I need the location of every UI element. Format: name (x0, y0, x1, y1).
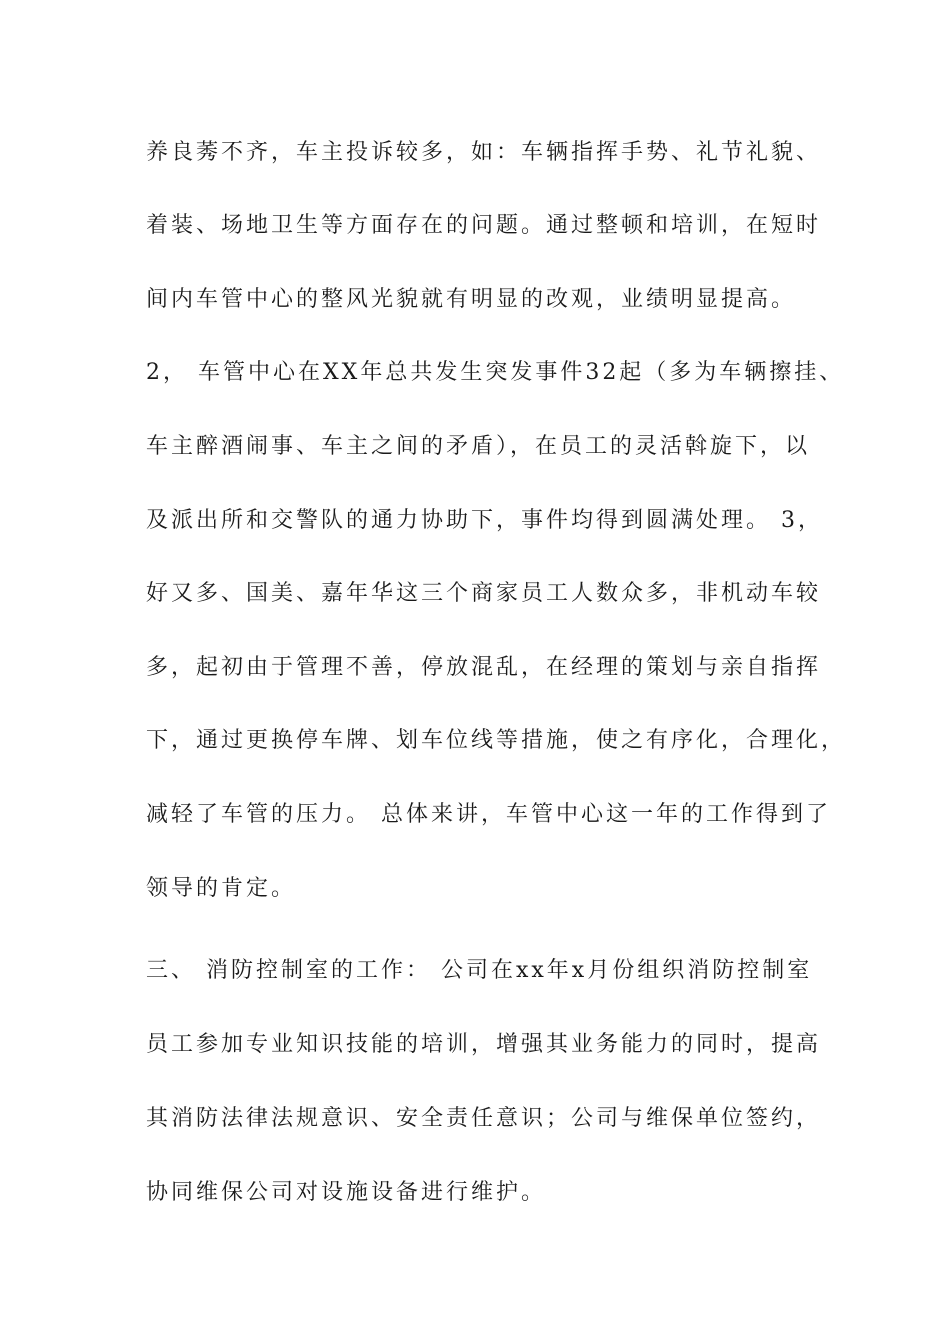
text-line: 减轻了车管的压力。 总体来讲，车管中心这一年的工作得到了 (146, 802, 831, 827)
text-line: 下，通过更换停车牌、划车位线等措施，使之有序化，合理化， (146, 728, 847, 753)
text-line: 员工参加专业知识技能的培训，增强其业务能力的同时，提高 (146, 1032, 822, 1057)
section-heading-line: 三、 消防控制室的工作： 公司在xx年x月份组织消防控制室 (146, 958, 813, 983)
text-line: 及派出所和交警队的通力协助下，事件均得到圆满处理。 3， (146, 508, 823, 533)
text-line: 车主醉酒闹事、车主之间的矛盾），在员工的灵活斡旋下，以 (146, 434, 811, 459)
text-line: 好又多、国美、嘉年华这三个商家员工人数众多，非机动车较 (146, 581, 822, 606)
text-line: 领导的肯定。 (146, 876, 297, 901)
text-line: 养良莠不齐，车主投诉较多，如：车辆指挥手势、礼节礼貌、 (146, 140, 822, 165)
text-line: 间内车管中心的整风光貌就有明显的改观，业绩明显提高。 (146, 287, 797, 312)
text-line: 协同维保公司对设施设备进行维护。 (146, 1180, 547, 1205)
text-line: 2， 车管中心在XX年总共发生突发事件32起（多为车辆擦挂、 (146, 360, 845, 385)
text-line: 多，起初由于管理不善，停放混乱，在经理的策划与亲自指挥 (146, 655, 822, 680)
text-line: 其消防法律法规意识、安全责任意识；公司与维保单位签约， (146, 1106, 822, 1131)
text-line: 着装、场地卫生等方面存在的问题。通过整顿和培训，在短时 (146, 213, 822, 238)
